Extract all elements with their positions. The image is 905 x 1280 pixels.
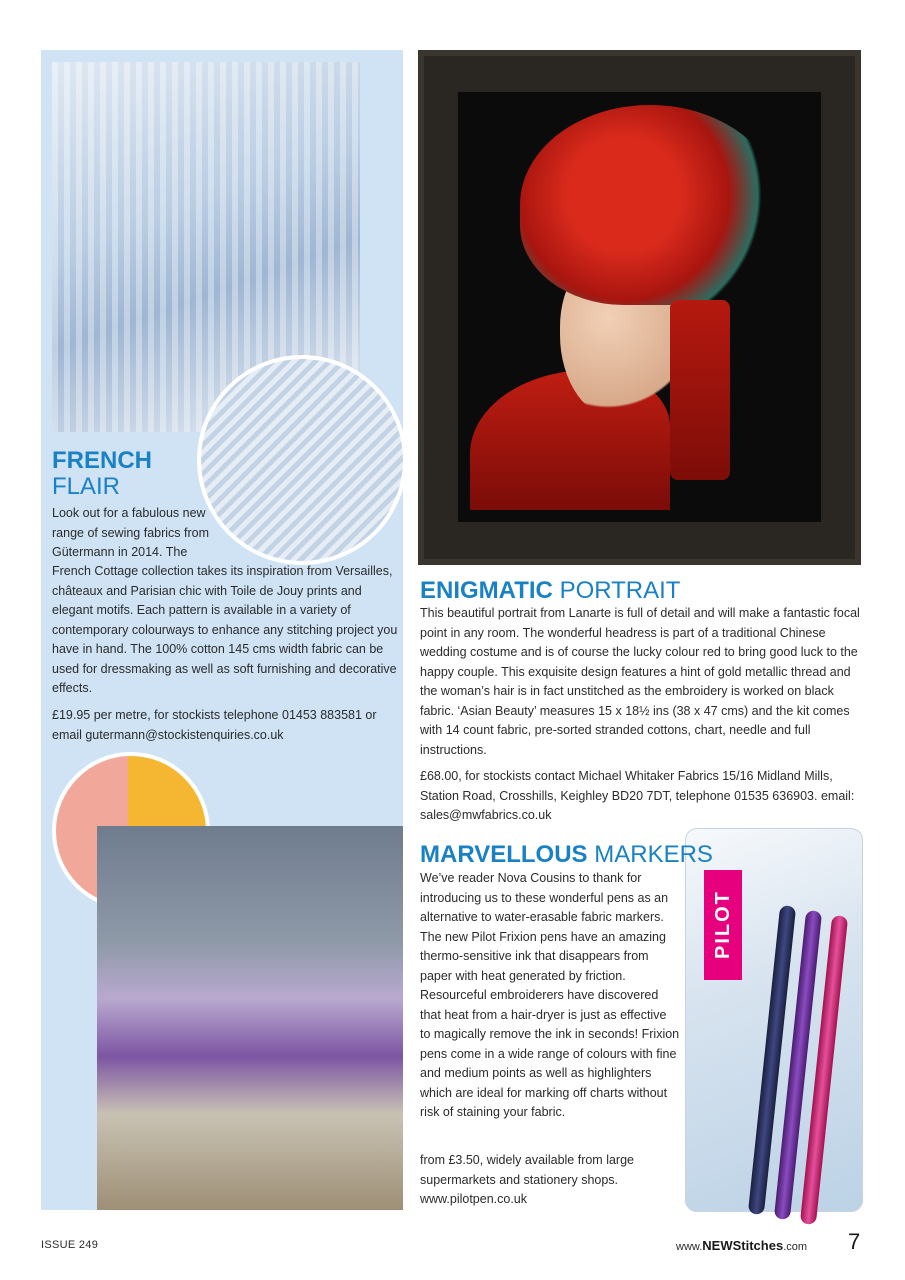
enigmatic-title-bold: ENIGMATIC bbox=[420, 577, 553, 604]
footer-site-brand: NEWStitches bbox=[702, 1238, 784, 1253]
footer-website bbox=[676, 1238, 807, 1253]
french-flair-title-light: FLAIR bbox=[52, 473, 121, 500]
enigmatic-portrait-price: £68.00, for stockists contact Michael Whitaker Fabrics 15/16 Midland Mills, Station Road, Crosshills, Keighley BD20 7DT, telephone 01535 636903. email: sales@mwfabrics.co.uk bbox=[420, 769, 855, 822]
footer-issue-number: ISSUE 249 bbox=[41, 1239, 99, 1251]
enigmatic-portrait-body: This beautiful portrait from Lanarte is full of detail and will make a fantastic focal point in any room. The wonderful headress is part of a traditional Chinese wedding costume and is of course the lucky colour red to bring good luck to the happy couple. This exquisite design features a hint of gold metallic thread and the woman’s hair is in fact unstitched as the embroidery is worked on black fabric. ‘Asian Beauty’ measures 15 x 18½ ins (38 x 47 cms) and the kit comes with 14 count fabric, pre-sorted stranded cottons, chart, needle and full instructions. bbox=[420, 606, 860, 757]
footer-page-number: 7 bbox=[848, 1229, 861, 1254]
fabric-basket-photo bbox=[97, 826, 403, 1210]
marvellous-markers-heading bbox=[420, 841, 713, 868]
french-flair-heading bbox=[52, 448, 202, 500]
portrait-tassel bbox=[670, 300, 730, 480]
portrait-headdress bbox=[520, 105, 780, 305]
footer-site-prefix: www. bbox=[676, 1241, 703, 1253]
markers-title-light: MARKERS bbox=[594, 841, 713, 868]
enigmatic-title-light: PORTRAIT bbox=[559, 577, 681, 604]
enigmatic-portrait-heading bbox=[420, 578, 860, 604]
french-flair-title-bold: FRENCH bbox=[52, 447, 152, 474]
markers-title-bold: MARVELLOUS bbox=[420, 841, 588, 868]
pilot-logo: PILOT bbox=[704, 870, 742, 980]
footer-site-suffix: .com bbox=[783, 1241, 808, 1253]
french-flair-body-intro: Look out for a fabulous new range of sewing fabrics from Gütermann in 2014. The bbox=[52, 506, 210, 559]
marvellous-markers-body: We’ve reader Nova Cousins to thank for introducing us to these wonderful pens as an alternative to water-erasable fabric markers. The new Pilot Frixion pens have an amazing thermo-sensitive ink that disappears from paper with heat generated by friction. Resourceful embroiderers have discovered that heat from a hair-dryer is just as effective to magically remove the ink in seconds! Frixion pens come in a wide range of colours with fine and medium points as well as highlighters which are ideal for marking off charts without risk of staining your fabric. bbox=[420, 871, 680, 1119]
marvellous-markers-price: from £3.50, widely available from large supermarkets and stationery shops. www.pilotpen.co.uk bbox=[420, 1153, 634, 1206]
french-flair-body: French Cottage collection takes its inspiration from Versailles, châteaux and Parisian chic with Toile de Jouy prints and elegant motifs. Each pattern is available in a variety of contemporary colourways to enhance any stitching project you have in hand. The 100% cotton 145 cms width fabric can be used for dressmaking as well as soft furnishing and decorative effects. bbox=[52, 564, 398, 695]
french-flair-price: £19.95 per metre, for stockists telephone 01453 883581 or email gutermann@stockistenquiries.co.uk bbox=[52, 708, 377, 742]
